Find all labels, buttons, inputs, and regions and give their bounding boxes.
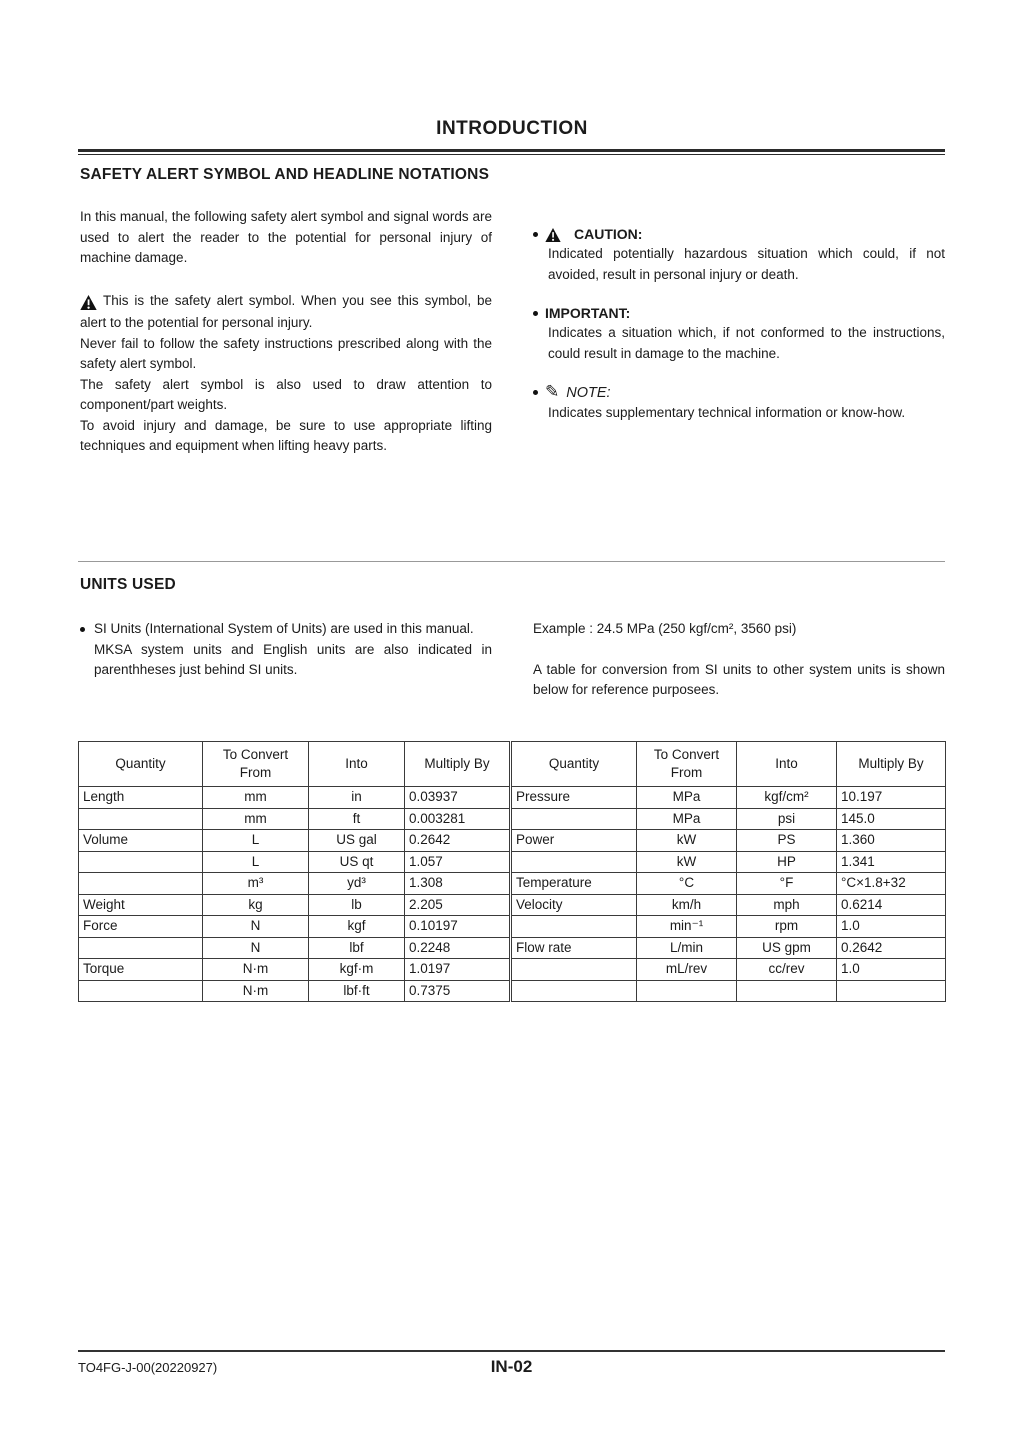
- units-heading: UNITS USED: [80, 576, 176, 593]
- table-cell: lbf: [309, 937, 405, 959]
- table-cell: 1.0197: [405, 959, 511, 981]
- notice-important: [533, 305, 945, 364]
- safety-left-column: [80, 164, 492, 457]
- table-row: [79, 873, 946, 895]
- notice-label: NOTE:: [566, 384, 611, 401]
- notice-head: [533, 305, 945, 321]
- table-cell: [737, 980, 837, 1002]
- notice-caution: [533, 226, 945, 285]
- units-text: [94, 619, 492, 681]
- table-row: [79, 808, 946, 830]
- units-right-column: [533, 619, 945, 701]
- table-row: [79, 830, 946, 852]
- conversion-table-wrap: [78, 741, 945, 1002]
- table-cell: Volume: [79, 830, 203, 852]
- table-cell: 0.10197: [405, 916, 511, 938]
- table-row: [79, 787, 946, 809]
- table-cell: 0.003281: [405, 808, 511, 830]
- table-header-row: [79, 742, 946, 787]
- table-cell: Torque: [79, 959, 203, 981]
- table-cell: N: [203, 916, 309, 938]
- table-cell: 0.2248: [405, 937, 511, 959]
- table-cell: N: [203, 937, 309, 959]
- notice-label: IMPORTANT:: [545, 305, 631, 322]
- table-cell: Pressure: [511, 787, 637, 809]
- table-cell: °C×1.8+32: [837, 873, 946, 895]
- notice-head: [533, 226, 945, 242]
- table-cell: 1.057: [405, 851, 511, 873]
- table-row: [79, 959, 946, 981]
- table-cell: min⁻¹: [637, 916, 737, 938]
- table-cell: lbf·ft: [309, 980, 405, 1002]
- table-cell: N·m: [203, 959, 309, 981]
- notice-note: [533, 384, 945, 424]
- table-cell: MPa: [637, 808, 737, 830]
- table-cell: mph: [737, 894, 837, 916]
- table-cell: 1.308: [405, 873, 511, 895]
- table-cell: [79, 851, 203, 873]
- table-header-cell: Multiply By: [837, 742, 946, 787]
- units-line: SI Units (International System of Units) are used in this manual.: [94, 621, 474, 636]
- table-header-cell: Into: [737, 742, 837, 787]
- table-row: [79, 894, 946, 916]
- table-cell: L: [203, 830, 309, 852]
- table-cell: kW: [637, 851, 737, 873]
- table-cell: PS: [737, 830, 837, 852]
- symbol-sentence: The safety alert symbol is also used to draw attention to component/part weights.: [80, 376, 492, 412]
- intro-paragraph: In this manual, the following safety alert symbol and signal words are used to alert the reader to the potential for personal injury of machine damage.: [80, 209, 492, 265]
- table-cell: [79, 980, 203, 1002]
- table-cell: [79, 937, 203, 959]
- table-cell: Power: [511, 830, 637, 852]
- symbol-sentence: To avoid injury and damage, be sure to use appropriate lifting techniques and equipment when lifting heavy parts.: [80, 417, 492, 453]
- table-cell: [637, 980, 737, 1002]
- table-cell: [837, 980, 946, 1002]
- conversion-table: [78, 741, 946, 1002]
- notice-body: Indicates a situation which, if not conformed to the instructions, could result in damage to the machine.: [548, 325, 945, 361]
- table-cell: 2.205: [405, 894, 511, 916]
- units-columns: [80, 619, 945, 701]
- table-cell: 1.0: [837, 916, 946, 938]
- footer: [78, 1350, 945, 1375]
- table-cell: Length: [79, 787, 203, 809]
- warning-triangle-icon: [545, 226, 561, 242]
- safety-heading: SAFETY ALERT SYMBOL AND HEADLINE NOTATIONS: [80, 166, 490, 183]
- pencil-icon: ✎: [545, 382, 560, 402]
- table-cell: psi: [737, 808, 837, 830]
- symbol-sentence: Never fail to follow the safety instructions prescribed along with the safety alert symbol.: [80, 335, 492, 371]
- table-cell: US qt: [309, 851, 405, 873]
- safety-right-column: [533, 164, 945, 457]
- table-cell: mm: [203, 808, 309, 830]
- table-cell: MPa: [637, 787, 737, 809]
- notice-label: CAUTION:: [574, 226, 643, 243]
- notice-body: Indicates supplementary technical information or know-how.: [548, 405, 906, 421]
- table-cell: Flow rate: [511, 937, 637, 959]
- page-title: INTRODUCTION: [436, 118, 588, 139]
- table-header-cell: Multiply By: [405, 742, 511, 787]
- symbol-sentence-text: This is the safety alert symbol. When you see this symbol, be alert to the potential for personal injury.: [80, 292, 492, 330]
- table-cell: 1.360: [837, 830, 946, 852]
- table-cell: in: [309, 787, 405, 809]
- table-cell: [511, 959, 637, 981]
- table-header-cell: To Convert From: [637, 742, 737, 787]
- table-cell: 1.0: [837, 959, 946, 981]
- table-cell: kgf: [309, 916, 405, 938]
- notice-body: Indicated potentially hazardous situation which could, if not avoided, result in personal injury or death.: [548, 246, 945, 282]
- table-cell: cc/rev: [737, 959, 837, 981]
- table-cell: Velocity: [511, 894, 637, 916]
- table-cell: mm: [203, 787, 309, 809]
- table-row: [79, 937, 946, 959]
- page-number: IN-02: [490, 1357, 533, 1376]
- table-header-cell: To Convert From: [203, 742, 309, 787]
- table-cell: 10.197: [837, 787, 946, 809]
- units-section: [80, 574, 945, 701]
- table-cell: 1.341: [837, 851, 946, 873]
- bullet-icon: [533, 390, 538, 395]
- table-header-cell: Quantity: [79, 742, 203, 787]
- table-cell: L: [203, 851, 309, 873]
- table-cell: kg: [203, 894, 309, 916]
- table-cell: HP: [737, 851, 837, 873]
- notice-head: [533, 384, 945, 401]
- table-cell: [511, 808, 637, 830]
- table-cell: 0.6214: [837, 894, 946, 916]
- table-cell: yd³: [309, 873, 405, 895]
- table-row: [79, 851, 946, 873]
- title-rule: [78, 149, 945, 155]
- table-cell: mL/rev: [637, 959, 737, 981]
- table-cell: 0.2642: [837, 937, 946, 959]
- table-cell: kgf/cm²: [737, 787, 837, 809]
- safety-section: [80, 164, 945, 457]
- bullet-icon: [533, 311, 538, 316]
- table-cell: rpm: [737, 916, 837, 938]
- units-bullet: [80, 619, 492, 681]
- table-cell: US gpm: [737, 937, 837, 959]
- table-header-cell: Into: [309, 742, 405, 787]
- units-left-column: [80, 619, 492, 701]
- table-cell: m³: [203, 873, 309, 895]
- symbol-sentence: [80, 291, 492, 334]
- table-cell: [79, 808, 203, 830]
- table-cell: L/min: [637, 937, 737, 959]
- table-cell: [511, 980, 637, 1002]
- table-cell: Weight: [79, 894, 203, 916]
- table-cell: lb: [309, 894, 405, 916]
- table-cell: 0.03937: [405, 787, 511, 809]
- table-cell: 0.2642: [405, 830, 511, 852]
- conversion-table-body: [79, 787, 946, 1002]
- table-cell: N·m: [203, 980, 309, 1002]
- units-line: MKSA system units and English units are also indicated in parenthheses just behind SI units.: [94, 641, 492, 677]
- table-cell: [511, 851, 637, 873]
- table-cell: Force: [79, 916, 203, 938]
- table-row: [79, 980, 946, 1002]
- table-cell: km/h: [637, 894, 737, 916]
- section-divider: [78, 561, 945, 562]
- table-header-cell: Quantity: [511, 742, 637, 787]
- table-cell: [511, 916, 637, 938]
- table-cell: °C: [637, 873, 737, 895]
- symbol-paragraph: [80, 291, 492, 457]
- table-cell: 145.0: [837, 808, 946, 830]
- table-cell: [79, 873, 203, 895]
- table-cell: ft: [309, 808, 405, 830]
- table-cell: °F: [737, 873, 837, 895]
- table-cell: kgf·m: [309, 959, 405, 981]
- table-cell: US gal: [309, 830, 405, 852]
- example-line: Example : 24.5 MPa (250 kgf/cm², 3560 psi): [533, 621, 797, 636]
- table-cell: Temperature: [511, 873, 637, 895]
- safety-alert-icon: [80, 293, 97, 314]
- conversion-note: A table for conversion from SI units to other system units is shown below for reference purposees.: [533, 661, 945, 697]
- table-cell: 0.7375: [405, 980, 511, 1002]
- table-row: [79, 916, 946, 938]
- bullet-icon: [80, 627, 85, 632]
- doc-code: TO4FG-J-00(20220927): [78, 1360, 218, 1375]
- bullet-icon: [533, 232, 538, 237]
- table-cell: kW: [637, 830, 737, 852]
